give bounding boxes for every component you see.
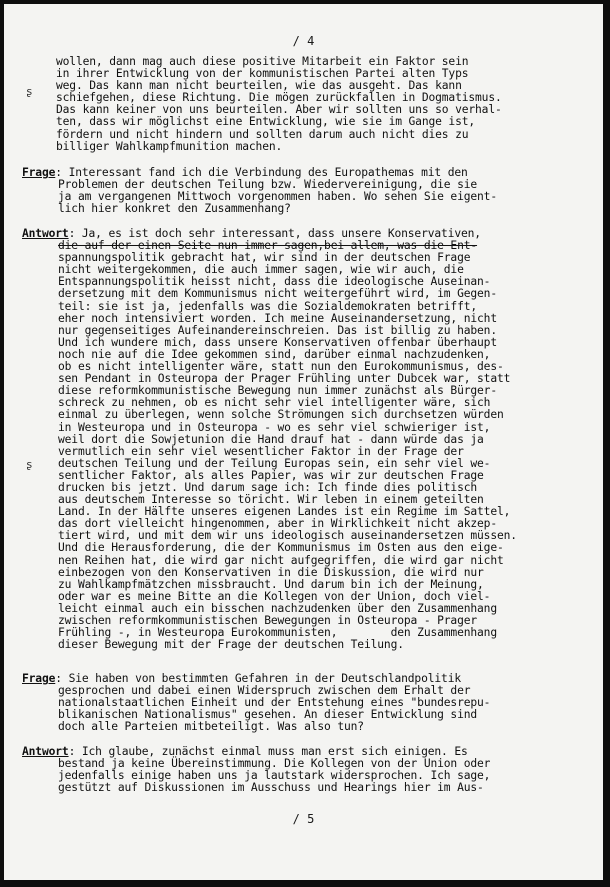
text-line: : Ich glaube, zunächst einmal muss man erst sich einigen. Es — [68, 745, 468, 758]
text-line: bestand ja keine Übereinstimmung. Die Kollegen von der Union oder — [58, 757, 491, 771]
text-line: : Interessant fand ich die Verbindung des Europathemas mit den — [55, 166, 468, 179]
margin-mark: ʂ — [26, 85, 33, 98]
text-line: nationalstaatlichen Einheit und der Entstehung eines "bundesrepu- — [58, 696, 491, 710]
text-line: jedenfalls einige haben uns ja lautstark widersprochen. Ich sage, — [58, 769, 491, 783]
text-line: lich hier konkret den Zusammenhang? — [58, 202, 291, 216]
text-line: Das kann keiner von uns beurteilen. Aber wir sollten uns so verhal- — [56, 103, 502, 117]
text-line: doch alle Parteien mitbeteiligt. Was also tun? — [58, 720, 364, 734]
text-line: sen Pendant in Osteuropa der Prager Frühling unter Dubcek war, statt — [58, 372, 511, 386]
question-block — [22, 167, 592, 215]
speaker-label: Frage — [22, 166, 56, 179]
text-line: gesprochen und dabei einen Widerspruch zwischen dem Erhalt der — [58, 684, 471, 698]
text-line: vermutlich ein sehr viel wesentlicher Faktor in der Frage der — [58, 444, 464, 458]
text-line: drucken bis jetzt. Und darum sage ich: Ich finde dies politisch — [58, 480, 478, 494]
text-line: zwischen reformkommunistischen Bewegungen in Osteuropa - Prager — [58, 614, 478, 627]
text-line: in ihrer Entwicklung von der kommunistischen Partei alten Typs — [56, 67, 469, 81]
text-line: nen Reihen hat, die wird gar nicht aufgegriffen, die wird gar nicht — [58, 553, 504, 567]
text-line: Und ich wundere mich, dass unsere Konservativen offenbar überhaupt — [58, 335, 497, 349]
text-line: wollen, dann mag auch diese positive Mitarbeit ein Faktor sein — [56, 55, 469, 68]
text-line: aus deutschem Interesse so töricht. Wir leben in einem geteilten — [58, 493, 484, 507]
text-line: eher noch intensiviert worden. Ich meine Auseinandersetzung, nicht — [58, 311, 497, 325]
text-line: weil dort die Sowjetunion die Hand drauf hat - dann würde das ja — [58, 432, 484, 446]
text-line: dieser Bewegung mit der Frage der deutschen Teilung. — [58, 638, 404, 652]
text-line: fördern und nicht hindern und sollten darum auch nicht dies zu — [56, 127, 469, 141]
text-line: zu Wahlkampfmätzchen missbraucht. Und darum bin ich der Meinung, — [58, 577, 484, 591]
text-line: gestützt auf Diskussionen im Ausschuss und Hearings hier im Aus- — [58, 781, 484, 795]
text-line: leicht einmal auch ein bisschen nachzudenken über den Zusammenhang — [58, 601, 497, 615]
text-line: ob es nicht intelligenter wäre, statt nun den Eurokommunismus, des- — [58, 360, 504, 374]
text-line: nur gegenseitiges Aufeinandereinschreien. Das ist billig zu haben. — [58, 323, 497, 337]
text-line: tiert wird, und mit dem wir uns ideologisch auseinandersetzen müssen. — [58, 529, 517, 543]
text-line: weg. Das kann man nicht beurteilen, wie das ausgeht. Das kann — [56, 79, 462, 93]
text-line: nicht weitergekommen, die auch immer sagen, wie wir auch, die — [58, 263, 464, 277]
text-line: Problemen der deutschen Teilung bzw. Wiedervereinigung, die sie — [58, 178, 478, 192]
page-number-top: / 4 — [292, 34, 315, 48]
text-line: Entspannungspolitik heisst nicht, dass die ideologische Auseinan- — [58, 275, 491, 289]
text-line: die auf der einen Seite nun immer sagen,bei allem, was die Ent- — [58, 239, 478, 253]
question-block — [22, 673, 592, 733]
text-line: ten, dass wir möglichst eine Entwicklung, wie sie im Gange ist, — [56, 115, 476, 129]
text-line: einbezogen von den Konservativen in die Diskussion, die wird nur — [58, 565, 484, 579]
text-line: Land. In der Hälfte unseres eigenen Landes ist ein Regime im Sattel, — [58, 505, 511, 519]
text-line: Und die Herausforderung, die der Kommunismus im Osten aus den eige- — [58, 541, 504, 555]
text-line: blikanischen Nationalismus" gesehen. An dieser Entwicklung sind — [58, 708, 478, 722]
text-line: : Ja, es ist doch sehr interessant, dass unsere Konservativen, — [68, 227, 481, 240]
text-line: diese reformkommunistische Bewegung nun immer zunächst als Bürger- — [58, 384, 497, 398]
text-line: billiger Wahlkampfmunition machen. — [56, 139, 283, 153]
text-line: schiefgehen, diese Richtung. Die mögen zurückfallen in Dogmatismus. — [56, 91, 502, 105]
text-line: das dort vielleicht hingenommen, aber in Wirklichkeit nicht akzep- — [58, 517, 497, 531]
speaker-label: Antwort — [22, 745, 69, 758]
text-line: spannungspolitik gebracht hat, wir sind in der deutschen Frage — [58, 251, 471, 265]
answer-block — [22, 746, 592, 794]
page-number-bottom: / 5 — [292, 812, 315, 826]
document-page — [4, 4, 603, 880]
text-line: teil: sie ist ja, jedenfalls was die Sozialdemokraten betrifft, — [58, 299, 478, 313]
margin-mark: ʂ — [26, 458, 33, 471]
text-line: in Westeuropa und in Osteuropa - wo es sehr viel schwieriger ist, — [58, 420, 491, 434]
answer-block — [22, 228, 592, 651]
text-line: ja am vergangenen Mittwoch vorgenommen haben. Wo sehen Sie eigent- — [58, 190, 497, 204]
text-line: dersetzung mit dem Kommunismus nicht weitergeführt wird, im Gegen- — [58, 287, 497, 301]
text-line: oder war es meine Bitte an die Kollegen von der Union, doch viel- — [58, 589, 491, 603]
speaker-label: Antwort — [22, 227, 69, 240]
text-line: einmal zu überlegen, wenn solche Strömungen sich durchsetzen würden — [58, 408, 504, 422]
text-line: : Sie haben von bestimmten Gefahren in der Deutschlandpolitik — [55, 672, 461, 685]
text-line: schreck zu nehmen, ob es nicht sehr viel intelligenter wäre, sich — [58, 396, 491, 410]
text-line: noch nie auf die Idee gekommen sind, darüber einmal nachzudenken, — [58, 347, 491, 361]
text-line: deutschen Teilung und der Teilung Europas sein, ein sehr viel we- — [58, 456, 491, 470]
text-line: sentlicher Faktor, als alles Papier, was wir zur deutschen Frage — [58, 468, 484, 482]
paragraph-continuation — [56, 56, 596, 153]
text-line: Frühling -, in Westeuropa Eurokommunisten, den Zusammenhang — [58, 626, 497, 640]
speaker-label: Frage — [22, 672, 56, 685]
